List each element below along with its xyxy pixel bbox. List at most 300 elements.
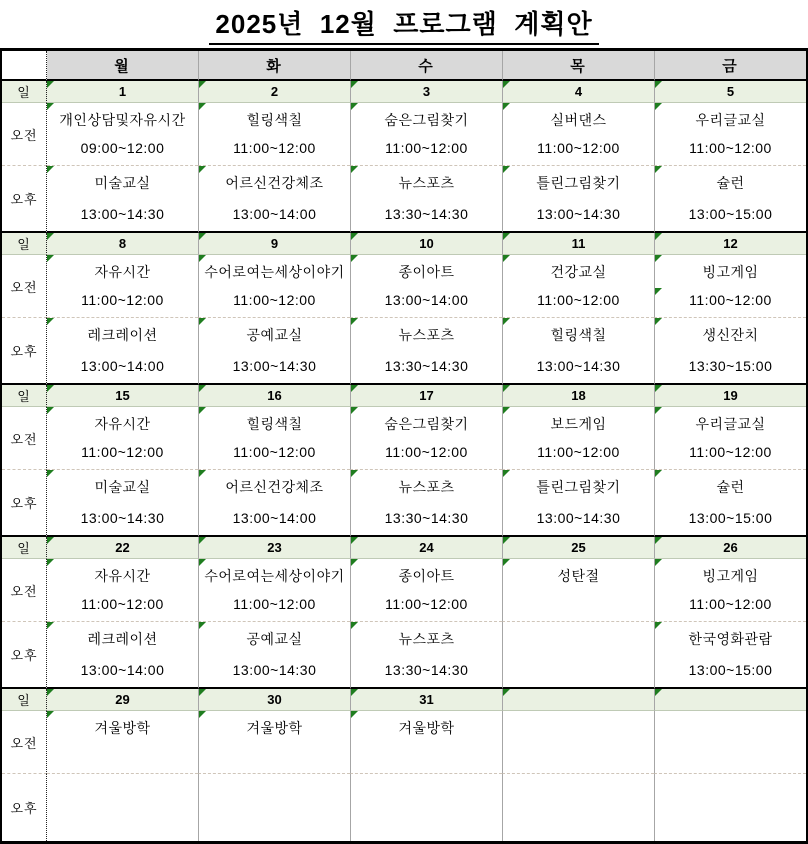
- comment-indicator-icon: [655, 537, 662, 544]
- comment-indicator-icon: [199, 711, 206, 718]
- morning-row: [2, 255, 806, 318]
- program-time: 13:00~14:30: [80, 510, 165, 526]
- date-number: 26: [723, 540, 738, 555]
- program-cell[interactable]: [654, 559, 806, 622]
- program-name: 공예교실: [246, 327, 303, 343]
- date-number: 8: [118, 236, 127, 251]
- afternoon-label-cell[interactable]: [2, 166, 47, 233]
- program-cell[interactable]: [654, 711, 806, 774]
- comment-indicator-icon: [503, 166, 510, 173]
- date-cell[interactable]: [350, 537, 502, 559]
- program-name: 생신잔치: [702, 327, 759, 343]
- program-cell[interactable]: [198, 711, 350, 774]
- morning-label: 오전: [10, 279, 38, 295]
- date-row: [2, 385, 806, 407]
- program-cell[interactable]: [350, 711, 502, 774]
- date-row-label: 일: [17, 389, 31, 404]
- morning-label-cell[interactable]: [2, 559, 47, 622]
- date-cell[interactable]: [502, 385, 654, 407]
- comment-indicator-icon: [351, 470, 358, 477]
- comment-indicator-icon: [351, 622, 358, 629]
- date-cell[interactable]: [350, 385, 502, 407]
- date-cell[interactable]: [47, 385, 198, 407]
- comment-indicator-icon: [655, 318, 662, 325]
- date-number: 10: [419, 236, 434, 251]
- program-name: 수어로여는세상이야기: [204, 568, 345, 584]
- program-time: 13:00~15:00: [688, 662, 773, 678]
- program-cell[interactable]: [198, 166, 350, 233]
- afternoon-label: 오후: [10, 801, 38, 816]
- program-time: 13:00~14:30: [536, 510, 621, 526]
- program-name: 힐링색칠: [246, 112, 303, 128]
- program-cell[interactable]: [47, 166, 198, 233]
- program-time: 11:00~12:00: [385, 596, 468, 612]
- comment-indicator-icon: [47, 407, 54, 414]
- comment-indicator-icon: [655, 288, 662, 295]
- date-row-label: 일: [17, 237, 31, 252]
- program-cell[interactable]: [654, 255, 806, 318]
- program-cell[interactable]: [350, 407, 502, 470]
- weekday-header-label: 화: [266, 57, 283, 75]
- comment-indicator-icon: [503, 255, 510, 262]
- comment-indicator-icon: [199, 318, 206, 325]
- program-cell[interactable]: [198, 407, 350, 470]
- program-name: 종이아트: [398, 568, 455, 584]
- program-name: 겨울방학: [398, 720, 455, 736]
- comment-indicator-icon: [655, 689, 662, 696]
- comment-indicator-icon: [655, 622, 662, 629]
- program-cell[interactable]: [350, 318, 502, 385]
- program-cell[interactable]: [654, 470, 806, 537]
- date-row-label: 일: [17, 541, 31, 556]
- program-name: 레크레이션: [87, 327, 158, 343]
- comment-indicator-icon: [351, 103, 358, 110]
- weekday-header-cell[interactable]: [198, 51, 350, 81]
- program-name: 공예교실: [246, 631, 303, 647]
- program-name: 건강교실: [550, 264, 607, 280]
- program-cell[interactable]: [47, 103, 198, 166]
- program-name: 우리글교실: [695, 112, 766, 128]
- comment-indicator-icon: [503, 103, 510, 110]
- comment-indicator-icon: [47, 622, 54, 629]
- comment-indicator-icon: [351, 537, 358, 544]
- program-time: 11:00~12:00: [81, 444, 164, 460]
- calendar-table: [0, 48, 808, 844]
- program-cell[interactable]: [502, 255, 654, 318]
- program-time: 11:00~12:00: [689, 292, 772, 308]
- date-number: 23: [267, 540, 282, 555]
- date-cell[interactable]: [198, 233, 350, 255]
- date-number: 1: [118, 84, 127, 99]
- program-name: 숨은그림찾기: [384, 416, 469, 432]
- comment-indicator-icon: [47, 559, 54, 566]
- program-cell[interactable]: [502, 470, 654, 537]
- afternoon-label-cell[interactable]: [2, 622, 47, 689]
- program-name: 미술교실: [94, 479, 151, 495]
- program-cell[interactable]: [654, 103, 806, 166]
- program-cell[interactable]: [47, 318, 198, 385]
- program-cell[interactable]: [654, 622, 806, 689]
- morning-label-cell[interactable]: [2, 255, 47, 318]
- comment-indicator-icon: [47, 233, 54, 240]
- program-time: 13:00~14:30: [232, 358, 317, 374]
- morning-label: 오전: [10, 127, 38, 143]
- program-name: 빙고게임: [702, 264, 759, 280]
- program-name: 수어로여는세상이야기: [204, 264, 345, 280]
- program-time: 13:00~15:00: [688, 206, 773, 222]
- date-row-label: 일: [17, 85, 31, 100]
- program-cell[interactable]: [502, 774, 654, 841]
- comment-indicator-icon: [503, 470, 510, 477]
- program-cell[interactable]: [502, 407, 654, 470]
- program-cell[interactable]: [502, 103, 654, 166]
- comment-indicator-icon: [47, 689, 54, 696]
- weekday-header-label: 목: [570, 57, 587, 75]
- title-bar: [0, 0, 808, 48]
- date-cell[interactable]: [350, 81, 502, 103]
- afternoon-label: 오후: [10, 344, 38, 359]
- date-cell[interactable]: [47, 81, 198, 103]
- date-number: 12: [723, 236, 738, 251]
- date-row-label-cell[interactable]: [2, 233, 47, 255]
- comment-indicator-icon: [503, 81, 510, 88]
- date-row: [2, 233, 806, 255]
- comment-indicator-icon: [199, 385, 206, 392]
- comment-indicator-icon: [199, 81, 206, 88]
- program-cell[interactable]: [502, 622, 654, 689]
- comment-indicator-icon: [655, 559, 662, 566]
- program-time: 13:30~14:30: [384, 206, 469, 222]
- morning-label: 오전: [10, 431, 38, 447]
- morning-row: [2, 103, 806, 166]
- morning-row: [2, 407, 806, 470]
- comment-indicator-icon: [503, 233, 510, 240]
- date-number: 29: [115, 692, 130, 707]
- date-number: 15: [115, 388, 130, 403]
- program-cell[interactable]: [198, 559, 350, 622]
- program-time: 13:00~14:00: [232, 510, 317, 526]
- date-number: 2: [270, 84, 279, 99]
- program-cell[interactable]: [502, 166, 654, 233]
- comment-indicator-icon: [351, 255, 358, 262]
- date-cell[interactable]: [198, 385, 350, 407]
- date-cell[interactable]: [654, 81, 806, 103]
- program-name: 슐런: [716, 479, 745, 495]
- program-time: 13:00~14:00: [384, 292, 469, 308]
- program-time: 11:00~12:00: [81, 596, 164, 612]
- program-cell[interactable]: [350, 103, 502, 166]
- program-name: 뉴스포츠: [398, 479, 455, 495]
- date-number: 18: [571, 388, 586, 403]
- program-name: 실버댄스: [550, 112, 607, 128]
- program-time: 13:30~14:30: [384, 510, 469, 526]
- program-time: 13:00~15:00: [688, 510, 773, 526]
- program-name: 어르신건강체조: [225, 175, 324, 191]
- program-cell[interactable]: [198, 622, 350, 689]
- program-cell[interactable]: [654, 318, 806, 385]
- program-time: 11:00~12:00: [233, 292, 316, 308]
- comment-indicator-icon: [351, 385, 358, 392]
- program-time: 13:00~14:30: [536, 206, 621, 222]
- comment-indicator-icon: [503, 407, 510, 414]
- date-row-label: 일: [17, 693, 31, 708]
- afternoon-label-cell[interactable]: [2, 470, 47, 537]
- afternoon-row: [2, 166, 806, 233]
- date-cell[interactable]: [502, 689, 654, 711]
- weekday-header-cell[interactable]: [47, 51, 198, 81]
- comment-indicator-icon: [655, 385, 662, 392]
- program-cell[interactable]: [198, 103, 350, 166]
- program-time: 11:00~12:00: [81, 292, 164, 308]
- date-cell[interactable]: [502, 233, 654, 255]
- date-cell[interactable]: [198, 81, 350, 103]
- program-time: 13:00~14:00: [232, 206, 317, 222]
- program-time: 11:00~12:00: [537, 444, 620, 460]
- weekday-header-cell[interactable]: [654, 51, 806, 81]
- program-time: 11:00~12:00: [689, 596, 772, 612]
- program-cell[interactable]: [47, 470, 198, 537]
- date-row-label-cell[interactable]: [2, 689, 47, 711]
- comment-indicator-icon: [199, 103, 206, 110]
- date-cell[interactable]: [350, 233, 502, 255]
- comment-indicator-icon: [351, 166, 358, 173]
- program-cell[interactable]: [654, 407, 806, 470]
- program-time: 11:00~12:00: [689, 140, 772, 156]
- program-name: 슐런: [716, 175, 745, 191]
- comment-indicator-icon: [503, 385, 510, 392]
- comment-indicator-icon: [47, 81, 54, 88]
- comment-indicator-icon: [199, 166, 206, 173]
- comment-indicator-icon: [47, 537, 54, 544]
- comment-indicator-icon: [503, 537, 510, 544]
- weekday-header-cell[interactable]: [350, 51, 502, 81]
- date-number: 16: [267, 388, 282, 403]
- comment-indicator-icon: [47, 255, 54, 262]
- program-name: 자유시간: [94, 416, 151, 432]
- comment-indicator-icon: [503, 689, 510, 696]
- date-number: 5: [726, 84, 735, 99]
- program-cell[interactable]: [47, 559, 198, 622]
- date-cell[interactable]: [654, 233, 806, 255]
- program-name: 우리글교실: [695, 416, 766, 432]
- program-name: 숨은그림찾기: [384, 112, 469, 128]
- program-name: 틀린그림찾기: [536, 479, 621, 495]
- program-name: 뉴스포츠: [398, 631, 455, 647]
- program-name: 자유시간: [94, 568, 151, 584]
- program-cell[interactable]: [350, 470, 502, 537]
- program-time: 09:00~12:00: [80, 140, 165, 156]
- comment-indicator-icon: [199, 407, 206, 414]
- program-name: 뉴스포츠: [398, 327, 455, 343]
- program-cell[interactable]: [198, 774, 350, 841]
- program-time: 11:00~12:00: [233, 444, 316, 460]
- program-cell[interactable]: [350, 774, 502, 841]
- date-number: 30: [267, 692, 282, 707]
- date-number: 22: [115, 540, 130, 555]
- date-row: [2, 81, 806, 103]
- program-name: 어르신건강체조: [225, 479, 324, 495]
- program-name: 틀린그림찾기: [536, 175, 621, 191]
- afternoon-label: 오후: [10, 496, 38, 511]
- program-cell[interactable]: [654, 166, 806, 233]
- comment-indicator-icon: [503, 559, 510, 566]
- date-cell[interactable]: [47, 233, 198, 255]
- program-cell[interactable]: [350, 166, 502, 233]
- date-cell[interactable]: [654, 385, 806, 407]
- date-row: [2, 537, 806, 559]
- weekday-header-label: 수: [418, 57, 435, 75]
- comment-indicator-icon: [351, 81, 358, 88]
- program-time: 13:00~14:00: [80, 662, 165, 678]
- comment-indicator-icon: [47, 103, 54, 110]
- program-name: 빙고게임: [702, 568, 759, 584]
- morning-label-cell[interactable]: [2, 103, 47, 166]
- program-name: 힐링색칠: [246, 416, 303, 432]
- date-cell[interactable]: [654, 689, 806, 711]
- comment-indicator-icon: [351, 689, 358, 696]
- program-name: 겨울방학: [94, 720, 151, 736]
- comment-indicator-icon: [47, 711, 54, 718]
- program-time: 11:00~12:00: [689, 444, 772, 460]
- date-number: 31: [419, 692, 434, 707]
- date-row-label-cell[interactable]: [2, 385, 47, 407]
- morning-label-cell[interactable]: [2, 407, 47, 470]
- date-number: 19: [723, 388, 738, 403]
- program-time: 11:00~12:00: [537, 140, 620, 156]
- program-cell[interactable]: [350, 622, 502, 689]
- morning-row: [2, 559, 806, 622]
- comment-indicator-icon: [351, 318, 358, 325]
- afternoon-label-cell[interactable]: [2, 318, 47, 385]
- morning-label: 오전: [10, 583, 38, 599]
- date-row-label-cell[interactable]: [2, 537, 47, 559]
- program-cell[interactable]: [502, 318, 654, 385]
- program-cell[interactable]: [47, 711, 198, 774]
- program-cell[interactable]: [198, 470, 350, 537]
- program-name: 보드게임: [550, 416, 607, 432]
- program-name: 개인상담및자유시간: [59, 112, 186, 128]
- date-cell[interactable]: [47, 537, 198, 559]
- program-time: 11:00~12:00: [385, 140, 468, 156]
- comment-indicator-icon: [351, 559, 358, 566]
- program-cell[interactable]: [350, 559, 502, 622]
- morning-row: [2, 711, 806, 774]
- program-time: 13:30~14:30: [384, 358, 469, 374]
- comment-indicator-icon: [199, 622, 206, 629]
- program-time: 11:00~12:00: [537, 292, 620, 308]
- comment-indicator-icon: [47, 470, 54, 477]
- date-row: [2, 689, 806, 711]
- afternoon-row: [2, 318, 806, 385]
- comment-indicator-icon: [655, 233, 662, 240]
- date-number: 4: [574, 84, 583, 99]
- program-cell[interactable]: [502, 559, 654, 622]
- page-title: 2025년 12월 프로그램 계획안: [209, 4, 598, 45]
- date-number: 25: [571, 540, 586, 555]
- date-number: 17: [419, 388, 434, 403]
- program-time: 13:30~15:00: [688, 358, 773, 374]
- weekday-header-cell[interactable]: [502, 51, 654, 81]
- date-cell[interactable]: [502, 537, 654, 559]
- comment-indicator-icon: [655, 103, 662, 110]
- program-name: 한국영화관람: [688, 631, 773, 647]
- comment-indicator-icon: [47, 385, 54, 392]
- program-name: 힐링색칠: [550, 327, 607, 343]
- afternoon-row: [2, 470, 806, 537]
- program-cell[interactable]: [350, 255, 502, 318]
- date-number: 11: [571, 236, 586, 251]
- comment-indicator-icon: [351, 407, 358, 414]
- weekday-header-label: 금: [722, 57, 739, 75]
- program-name: 자유시간: [94, 264, 151, 280]
- date-cell[interactable]: [654, 537, 806, 559]
- program-cell[interactable]: [47, 622, 198, 689]
- program-time: 11:00~12:00: [233, 596, 316, 612]
- program-time: 11:00~12:00: [233, 140, 316, 156]
- morning-label-cell[interactable]: [2, 711, 47, 774]
- comment-indicator-icon: [199, 470, 206, 477]
- date-cell[interactable]: [198, 689, 350, 711]
- program-time: 13:00~14:30: [80, 206, 165, 222]
- date-number: 3: [422, 84, 431, 99]
- comment-indicator-icon: [503, 318, 510, 325]
- program-cell[interactable]: [654, 774, 806, 841]
- date-cell[interactable]: [198, 537, 350, 559]
- date-number: 9: [270, 236, 279, 251]
- program-cell[interactable]: [47, 255, 198, 318]
- afternoon-row: [2, 622, 806, 689]
- program-time: 13:00~14:30: [232, 662, 317, 678]
- program-cell[interactable]: [198, 255, 350, 318]
- comment-indicator-icon: [199, 559, 206, 566]
- program-time: 13:00~14:00: [80, 358, 165, 374]
- date-cell[interactable]: [47, 689, 198, 711]
- comment-indicator-icon: [199, 537, 206, 544]
- program-cell[interactable]: [47, 774, 198, 841]
- comment-indicator-icon: [199, 255, 206, 262]
- program-name: 겨울방학: [246, 720, 303, 736]
- comment-indicator-icon: [351, 711, 358, 718]
- program-name: 뉴스포츠: [398, 175, 455, 191]
- comment-indicator-icon: [351, 233, 358, 240]
- afternoon-row: [2, 774, 806, 841]
- program-cell[interactable]: [47, 407, 198, 470]
- comment-indicator-icon: [199, 689, 206, 696]
- comment-indicator-icon: [655, 407, 662, 414]
- program-time: 11:00~12:00: [385, 444, 468, 460]
- afternoon-label: 오후: [10, 192, 38, 207]
- comment-indicator-icon: [655, 470, 662, 477]
- date-row-label-cell[interactable]: [2, 81, 47, 103]
- comment-indicator-icon: [655, 81, 662, 88]
- comment-indicator-icon: [199, 233, 206, 240]
- comment-indicator-icon: [655, 255, 662, 262]
- date-cell[interactable]: [350, 689, 502, 711]
- program-name: 종이아트: [398, 264, 455, 280]
- afternoon-label: 오후: [10, 648, 38, 663]
- comment-indicator-icon: [47, 166, 54, 173]
- corner-cell[interactable]: [2, 51, 47, 81]
- weekday-header-row: [2, 51, 806, 81]
- program-cell[interactable]: [198, 318, 350, 385]
- weekday-header-label: 월: [114, 57, 131, 75]
- date-cell[interactable]: [502, 81, 654, 103]
- morning-label: 오전: [10, 735, 38, 751]
- program-name: 레크레이션: [87, 631, 158, 647]
- afternoon-label-cell[interactable]: [2, 774, 47, 841]
- date-number: 24: [419, 540, 434, 555]
- program-cell[interactable]: [502, 711, 654, 774]
